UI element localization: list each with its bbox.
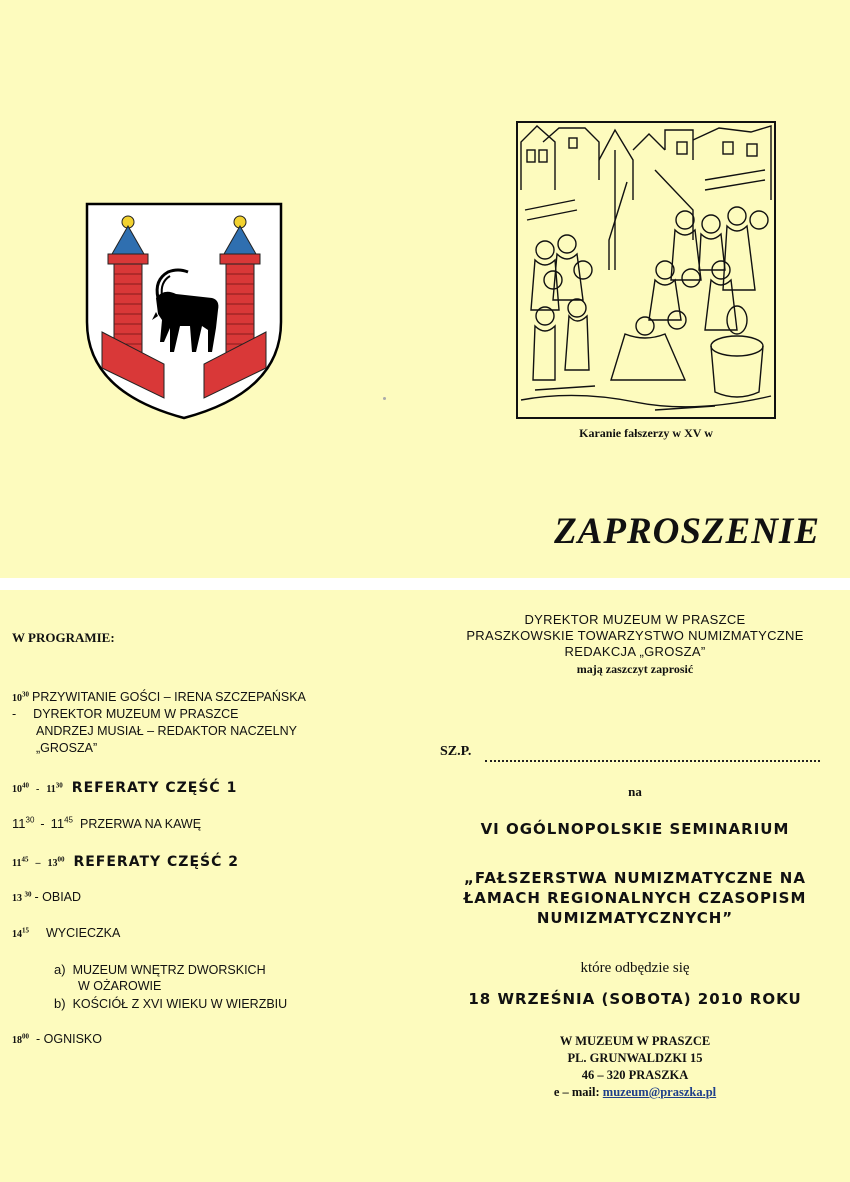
program-item-welcome-line3: ANDRZEJ MUSIAŁ – REDAKTOR NACZELNY xyxy=(36,724,297,738)
event-date: 18 WRZEŚNIA (SOBOTA) 2010 ROKU xyxy=(468,990,802,1008)
program-item-talks-1: $10^{40} - 11^{30}$ REFERATY CZĘŚĆ 1 xyxy=(12,780,238,796)
program-item-welcome-line4: „GROSZA” xyxy=(36,741,98,755)
paper-speck xyxy=(383,397,386,400)
program-item-talks-2: $11^{45} - 13^{00}$ REFERATY CZĘŚĆ 2 xyxy=(12,854,239,870)
honor-line: mają zaszczyt zaprosić xyxy=(576,662,694,676)
woodcut-illustration xyxy=(515,120,777,420)
program-item-trip: $14^{15}$ WYCIECZKA xyxy=(12,926,121,940)
program-label: PRZERWA NA KAWĘ xyxy=(79,817,202,832)
seminar-title: VI OGÓLNOPOLSKIE SEMINARIUM xyxy=(480,820,790,838)
program-label: PRZYWITANIE GOŚCI – IRENA SZCZEPAŃSKA xyxy=(32,690,306,704)
program-label: - OBIAD xyxy=(34,890,82,904)
trip-item-a-line2: W OŻAROWIE xyxy=(78,979,162,993)
recipient-label: SZ.P. xyxy=(440,744,472,759)
organizer-line-3: REDAKCJA „GROSZA” xyxy=(564,644,706,659)
page-title: ZAPROSZENIE xyxy=(554,511,820,552)
program-label: REFERATY CZĘŚĆ 1 xyxy=(71,780,238,796)
trip-item-a: a) MUZEUM WNĘTRZ DWORSKICH xyxy=(54,962,266,977)
program-label: WYCIECZKA xyxy=(46,926,121,940)
program-item-welcome xyxy=(12,690,306,705)
organizer-line-1: DYREKTOR MUZEUM W PRASZCE xyxy=(524,612,746,627)
program-time: $10^{30}$ xyxy=(12,690,29,704)
program-item-bonfire: $18^{00}$ - OGNISKO xyxy=(12,1032,102,1046)
invitation-inner xyxy=(0,590,850,1182)
program-heading: W PROGRAMIE: xyxy=(12,630,115,645)
illustration-caption: Karanie fałszerzy w XV w xyxy=(579,426,713,440)
na-line: na xyxy=(628,784,642,799)
seminar-topic: „FAŁSZERSTWA NUMIZMATYCZNE NA ŁAMACH REGIONALNYCH CZASOPISM NUMIZMATYCZNYCH” xyxy=(463,869,807,927)
email-link[interactable]: muzeum@praszka.pl xyxy=(602,1085,717,1099)
program-item-lunch: 13 $^{30}$ - OBIAD xyxy=(12,890,82,904)
invitation-cover xyxy=(0,0,850,578)
coat-of-arms-emblem xyxy=(84,202,284,422)
program-item-welcome-line2: - DYREKTOR MUZEUM W PRASZCE xyxy=(12,707,239,721)
trip-item-b: b) KOŚCIÓŁ Z XVI WIEKU W WIERZBIU xyxy=(54,996,288,1011)
recipient-dotted-line xyxy=(485,748,820,762)
program-label: REFERATY CZĘŚĆ 2 xyxy=(73,854,239,870)
organizer-line-2: PRASZKOWSKIE TOWARZYSTWO NUMIZMATYCZNE xyxy=(466,628,804,643)
program-item-coffee: $11^{30} - 11^{45}$ PRZERWA NA KAWĘ xyxy=(12,816,202,832)
program-label: - OGNISKO xyxy=(36,1032,102,1046)
venue-address: W MUZEUM W PRASZCE PL. GRUNWALDZKI 15 46 – 320 PRASZKA e – mail: muzeum@praszka.pl xyxy=(553,1034,717,1099)
will-be-held-line: które odbędzie się xyxy=(580,960,690,976)
